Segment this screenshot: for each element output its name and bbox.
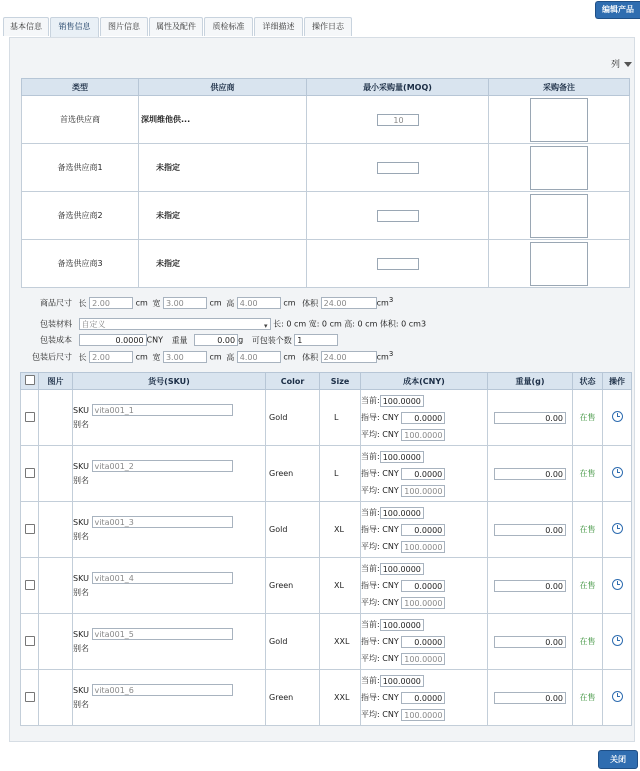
edit-product-button[interactable]: 编辑产品	[595, 1, 640, 19]
sku-input[interactable]: vita001_2	[92, 460, 233, 472]
alias-label: 别名	[73, 699, 89, 709]
height-input[interactable]: 4.00	[237, 297, 281, 309]
col-header-size: Size	[320, 373, 361, 390]
col-header-purchase-note: 采购备注	[489, 79, 630, 96]
avg-cost-input: 100.0000	[401, 485, 445, 497]
alias-label: 别名	[73, 643, 89, 653]
tab-basic-info[interactable]: 基本信息	[3, 17, 49, 36]
col-header-supplier: 供应商	[139, 79, 307, 96]
table-row	[22, 240, 630, 288]
sku-input[interactable]: vita001_3	[92, 516, 233, 528]
sku-size: XL	[320, 558, 361, 614]
sku-size: XL	[320, 502, 361, 558]
packed-size-row: 包装后尺寸 长 2.00 cm 宽 3.00 cm 高 4.00 cm 体积 24.00 $cm^3$	[32, 350, 394, 363]
sku-image-cell	[39, 502, 73, 558]
sku-image-cell	[39, 614, 73, 670]
table-row: SKU vita001_3 别名 Gold XL 当前: 100.0000 指导: CNY 0.0000 平均: CNY 100.0000 0.00 在售	[21, 502, 632, 558]
alias-label: 别名	[73, 419, 89, 429]
column-menu[interactable]	[611, 57, 632, 70]
packaging-material-row	[40, 318, 426, 330]
purchase-note-textarea[interactable]	[530, 146, 588, 190]
packaging-cost-input[interactable]: 0.0000	[79, 334, 147, 346]
packed-length-input[interactable]: 2.00	[89, 351, 133, 363]
weight-input[interactable]: 0.00	[494, 580, 566, 592]
sku-image-cell	[39, 670, 73, 726]
table-row: SKU vita001_1 别名 Gold L 当前: 100.0000 指导: CNY 0.0000 平均: CNY 100.0000 0.00 在售	[21, 390, 632, 446]
sku-image-cell	[39, 390, 73, 446]
table-row: SKU vita001_4 别名 Green XL 当前: 100.0000 指导: CNY 0.0000 平均: CNY 100.0000 0.00 在售	[21, 558, 632, 614]
col-header-type: 类型	[22, 79, 139, 96]
chevron-down-icon	[624, 62, 632, 67]
sku-input[interactable]: vita001_1	[92, 404, 233, 416]
table-row: SKU vita001_6 别名 Green XXL 当前: 100.0000 指导: CNY 0.0000 平均: CNY 100.0000 0.00 在售	[21, 670, 632, 726]
weight-input[interactable]: 0.00	[494, 524, 566, 536]
sku-input[interactable]: vita001_6	[92, 684, 233, 696]
col-header-sku: 货号(SKU)	[73, 373, 266, 390]
supplier-table	[21, 78, 630, 288]
sku-size: XXL	[320, 614, 361, 670]
sku-input[interactable]: vita001_4	[92, 572, 233, 584]
sku-input[interactable]: vita001_5	[92, 628, 233, 640]
current-cost-input[interactable]: 100.0000	[380, 619, 424, 631]
guide-cost-input[interactable]: 0.0000	[401, 580, 445, 592]
table-row	[22, 192, 630, 240]
current-cost-input[interactable]: 100.0000	[380, 507, 424, 519]
weight-input[interactable]: 0.00	[494, 468, 566, 480]
guide-cost-input[interactable]: 0.0000	[401, 692, 445, 704]
volume-input: 24.00	[321, 297, 377, 309]
sku-color: Green	[266, 558, 320, 614]
status-badge: 在售	[573, 446, 603, 502]
avg-cost-input: 100.0000	[401, 709, 445, 721]
purchase-note-textarea[interactable]	[530, 98, 588, 142]
status-badge: 在售	[573, 558, 603, 614]
avg-cost-input: 100.0000	[401, 597, 445, 609]
col-header-weight: 重量(g)	[488, 373, 573, 390]
packaging-cost-row: 包装成本 0.0000 CNY 重量 0.00 g 可包装个数 1	[40, 334, 338, 346]
close-button[interactable]: 关闭	[598, 750, 638, 769]
pack-count-input[interactable]: 1	[294, 334, 338, 346]
clock-icon[interactable]	[612, 411, 623, 422]
purchase-note-textarea[interactable]	[530, 242, 588, 286]
supplier-name[interactable]: 深圳维他供...	[139, 96, 307, 144]
supplier-type: 备选供应商3	[22, 240, 139, 288]
row-checkbox[interactable]	[25, 692, 35, 702]
packaging-material-info: 长: 0 cm 宽: 0 cm 高: 0 cm 体积: 0 cm3	[273, 319, 427, 329]
length-input[interactable]: 2.00	[89, 297, 133, 309]
sku-table	[20, 372, 632, 726]
col-header-status: 状态	[573, 373, 603, 390]
supplier-name[interactable]: 未指定	[139, 240, 307, 288]
supplier-type: 备选供应商1	[22, 144, 139, 192]
packaging-cost-label: 包装成本	[40, 335, 72, 345]
status-badge: 在售	[573, 614, 603, 670]
tab-description[interactable]: 详细描述	[254, 17, 303, 36]
weight-input[interactable]: 0.00	[494, 636, 566, 648]
sku-image-cell	[39, 446, 73, 502]
moq-input[interactable]	[377, 162, 419, 174]
guide-cost-input[interactable]: 0.0000	[401, 468, 445, 480]
table-row	[22, 96, 630, 144]
supplier-type: 备选供应商2	[22, 192, 139, 240]
tab-operation-log[interactable]: 操作日志	[304, 17, 352, 36]
packed-volume-input: 24.00	[321, 351, 377, 363]
packed-height-input[interactable]: 4.00	[237, 351, 281, 363]
column-menu-label: 列	[611, 60, 621, 70]
table-row	[22, 144, 630, 192]
packaging-weight-input[interactable]: 0.00	[194, 334, 238, 346]
purchase-note-textarea[interactable]	[530, 194, 588, 238]
avg-cost-input: 100.0000	[401, 541, 445, 553]
avg-cost-input: 100.0000	[401, 653, 445, 665]
alias-label: 别名	[73, 587, 89, 597]
packaging-material-select[interactable]: 自定义 ▾	[79, 318, 271, 330]
col-header-image: 图片	[39, 373, 73, 390]
col-header-color: Color	[266, 373, 320, 390]
clock-icon[interactable]	[612, 523, 623, 534]
sku-color: Gold	[266, 614, 320, 670]
chevron-down-icon: ▾	[264, 322, 268, 330]
weight-input[interactable]: 0.00	[494, 692, 566, 704]
col-header-cost: 成本(CNY)	[361, 373, 488, 390]
clock-icon[interactable]	[612, 579, 623, 590]
status-badge: 在售	[573, 390, 603, 446]
sku-color: Gold	[266, 502, 320, 558]
supplier-name[interactable]: 未指定	[139, 144, 307, 192]
row-checkbox[interactable]	[25, 412, 35, 422]
row-checkbox[interactable]	[25, 468, 35, 478]
select-all-checkbox[interactable]	[25, 375, 35, 385]
sku-size: L	[320, 390, 361, 446]
status-badge: 在售	[573, 670, 603, 726]
sku-color: Gold	[266, 390, 320, 446]
current-cost-input[interactable]: 100.0000	[380, 675, 424, 687]
current-cost-input[interactable]: 100.0000	[380, 451, 424, 463]
packed-size-label: 包装后尺寸	[32, 352, 72, 362]
guide-cost-input[interactable]: 0.0000	[401, 524, 445, 536]
tab-image-info[interactable]: 图片信息	[100, 17, 148, 36]
moq-input[interactable]: 10	[377, 114, 419, 126]
row-checkbox[interactable]	[25, 636, 35, 646]
sku-image-cell	[39, 558, 73, 614]
width-input[interactable]: 3.00	[163, 297, 207, 309]
clock-icon[interactable]	[612, 467, 623, 478]
sku-color: Green	[266, 670, 320, 726]
row-checkbox[interactable]	[25, 580, 35, 590]
guide-cost-input[interactable]: 0.0000	[401, 636, 445, 648]
table-row: SKU vita001_5 别名 Gold XXL 当前: 100.0000 指导: CNY 0.0000 平均: CNY 100.0000 0.00 在售	[21, 614, 632, 670]
moq-input[interactable]	[377, 258, 419, 270]
packaging-material-label: 包装材料	[40, 319, 72, 329]
sku-size: XXL	[320, 670, 361, 726]
product-size-row: 商品尺寸 长 2.00 cm 宽 3.00 cm 高 4.00 cm 体积 24.00 $cm^3$	[40, 296, 394, 309]
status-badge: 在售	[573, 502, 603, 558]
weight-input[interactable]: 0.00	[494, 412, 566, 424]
current-cost-input[interactable]: 100.0000	[380, 563, 424, 575]
table-row: SKU vita001_2 别名 Green L 当前: 100.0000 指导: CNY 0.0000 平均: CNY 100.0000 0.00 在售	[21, 446, 632, 502]
current-cost-input[interactable]: 100.0000	[380, 395, 424, 407]
row-checkbox[interactable]	[25, 524, 35, 534]
tab-sales-info[interactable]: 销售信息	[50, 17, 99, 37]
tab-attributes[interactable]: 属性及配件	[149, 17, 203, 36]
alias-label: 别名	[73, 475, 89, 485]
supplier-name[interactable]: 未指定	[139, 192, 307, 240]
moq-input[interactable]	[377, 210, 419, 222]
clock-icon[interactable]	[612, 691, 623, 702]
clock-icon[interactable]	[612, 635, 623, 646]
sku-color: Green	[266, 446, 320, 502]
tab-qc-standard[interactable]: 质检标准	[204, 17, 253, 36]
supplier-type: 首选供应商	[22, 96, 139, 144]
guide-cost-input[interactable]: 0.0000	[401, 412, 445, 424]
col-header-moq: 最小采购量(MOQ)	[307, 79, 489, 96]
sku-size: L	[320, 446, 361, 502]
product-size-label: 商品尺寸	[40, 298, 72, 308]
alias-label: 别名	[73, 531, 89, 541]
col-header-actions: 操作	[603, 373, 632, 390]
packed-width-input[interactable]: 3.00	[163, 351, 207, 363]
avg-cost-input: 100.0000	[401, 429, 445, 441]
